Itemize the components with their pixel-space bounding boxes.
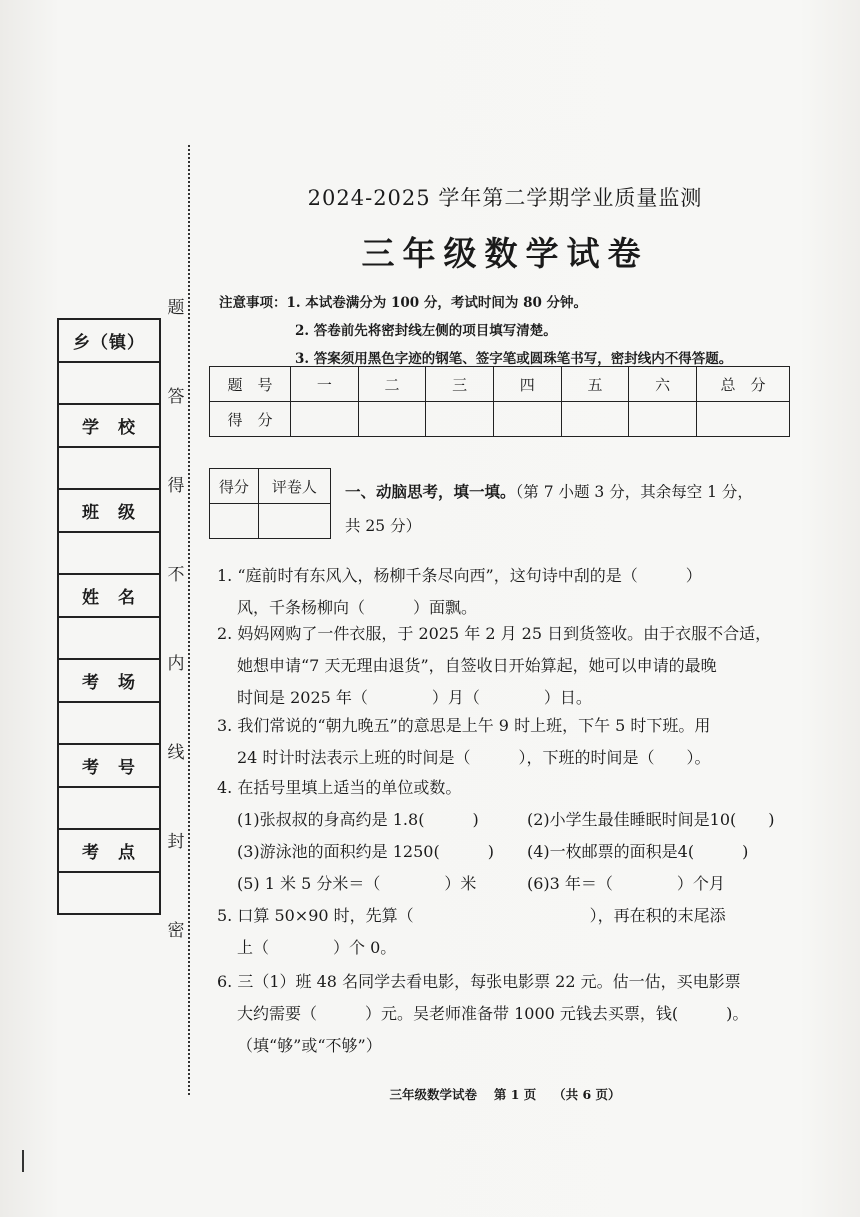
score-row-label: 得 分 [210,402,291,437]
page-footer: 三年级数学试卷 第 1 页 （共 6 页） [389,1087,621,1102]
instructions [219,289,732,373]
score-col-3: 三 [426,367,494,402]
info-input-class[interactable] [58,532,160,574]
seal-char: 线 [167,743,185,763]
score-cell[interactable] [561,402,629,437]
seal-char: 得 [167,476,185,496]
info-input-site[interactable] [58,872,160,914]
section-1-title: 一、动脑思考，填一填。 [345,482,516,501]
info-label-number: 考 号 [58,744,160,787]
question-4-row [217,868,797,900]
question-4-part: (5) 1 米 5 分米＝（ ）米 [237,874,477,893]
section-1-points: （第 7 小题 3 分，其余每空 1 分， [515,483,753,501]
seal-char: 不 [167,565,185,585]
instruction-item: 1. 本试卷满分为 100 分，考试时间为 80 分钟。 [286,295,588,311]
grader-name-label: 评卷人 [258,469,330,504]
instruction-item: 3. 答案须用黑色字迹的钢笔、签字笔或圆珠笔书写，密封线内不得答题。 [295,351,733,367]
score-col-4: 四 [493,367,561,402]
seal-char: 封 [167,832,185,852]
question-text: 上（ ）个 0。 [237,938,397,957]
scan-mark [22,1150,24,1172]
info-label-town: 乡（镇） [58,319,160,362]
score-col-1: 一 [291,367,359,402]
question-1 [217,560,797,624]
question-text: 大约需要（ ）元。吴老师准备带 1000 元钱去买票，钱( )。 [237,1004,749,1023]
student-info-table [57,318,161,915]
score-cell[interactable] [291,402,359,437]
question-4-part: (1)张叔叔的身高约是 1.8( ) [237,810,479,829]
question-6 [217,966,797,1062]
question-text: 她想申请“7 天无理由退货”，自签收日开始算起，她可以申请的最晚 [237,656,717,675]
info-input-name[interactable] [58,617,160,659]
grader-box [209,468,331,539]
question-5 [217,900,797,964]
seal-line-text [166,300,186,940]
question-text: 风，千条杨柳向（ ）面飘。 [237,598,478,617]
seal-char: 题 [167,298,185,318]
score-cell[interactable] [629,402,697,437]
seal-char: 密 [167,921,185,941]
instruction-item: 2. 答卷前先将密封线左侧的项目填写清楚。 [295,323,557,339]
question-text: （填“够”或“不够”） [237,1036,382,1055]
score-col-5: 五 [561,367,629,402]
question-text: 6. 三（1）班 48 名同学去看电影，每张电影票 22 元。估一估，买电影票 [217,972,741,991]
question-4-part: (2)小学生最佳睡眠时间是10( ) [527,810,775,829]
paper-title: 三年级数学试卷 [361,234,649,273]
question-4-part: (6)3 年＝（ ）个月 [527,874,725,893]
info-input-room[interactable] [58,702,160,744]
question-text: 时间是 2025 年（ ）月（ ）日。 [237,688,592,707]
exam-title: 2024-2025 学年第二学期学业质量监测 [307,186,703,210]
instructions-label: 注意事项： [219,295,287,311]
seal-char: 内 [167,654,185,674]
question-2 [217,618,797,714]
question-text: 2. 妈妈网购了一件衣服，于 2025 年 2 月 25 日到货签收。由于衣服不合适， [217,624,772,643]
info-label-room: 考 场 [58,659,160,702]
question-text: 3. 我们常说的“朝九晚五”的意思是上午 9 时上班，下午 5 时下班。用 [217,716,711,735]
section-1-heading [345,475,785,543]
info-input-town[interactable] [58,362,160,404]
grader-score-cell[interactable] [210,504,259,539]
info-label-name: 姓 名 [58,574,160,617]
score-header-label: 题 号 [210,367,291,402]
question-4 [217,772,797,900]
grader-name-cell[interactable] [258,504,330,539]
section-1-points-cont: 共 25 分） [345,517,422,535]
seal-char: 答 [167,387,185,407]
info-input-number[interactable] [58,787,160,829]
question-4-row [217,836,797,868]
question-text: 1. “庭前时有东风入，杨柳千条尽向西”，这句诗中刮的是（ ） [217,566,702,585]
question-text: 5. 口算 50×90 时，先算（ ），再在积的末尾添 [217,906,726,925]
score-summary-table [209,366,790,437]
seal-dotted-line [188,145,190,1095]
info-label-class: 班 级 [58,489,160,532]
score-col-total: 总 分 [697,367,790,402]
grader-score-label: 得分 [210,469,259,504]
info-input-school[interactable] [58,447,160,489]
question-3 [217,710,797,774]
question-4-part: (3)游泳池的面积约是 1250( ) [237,842,494,861]
question-4-row [217,804,797,836]
info-label-school: 学 校 [58,404,160,447]
info-label-site: 考 点 [58,829,160,872]
question-4-part: (4)一枚邮票的面积是4( ) [527,842,749,861]
score-cell[interactable] [426,402,494,437]
score-col-2: 二 [358,367,426,402]
score-col-6: 六 [629,367,697,402]
score-cell-total[interactable] [697,402,790,437]
score-cell[interactable] [358,402,426,437]
score-cell[interactable] [493,402,561,437]
question-text: 24 时计时法表示上班的时间是（ ），下班的时间是（ ）。 [237,748,711,767]
question-text: 4. 在括号里填上适当的单位或数。 [217,778,462,797]
